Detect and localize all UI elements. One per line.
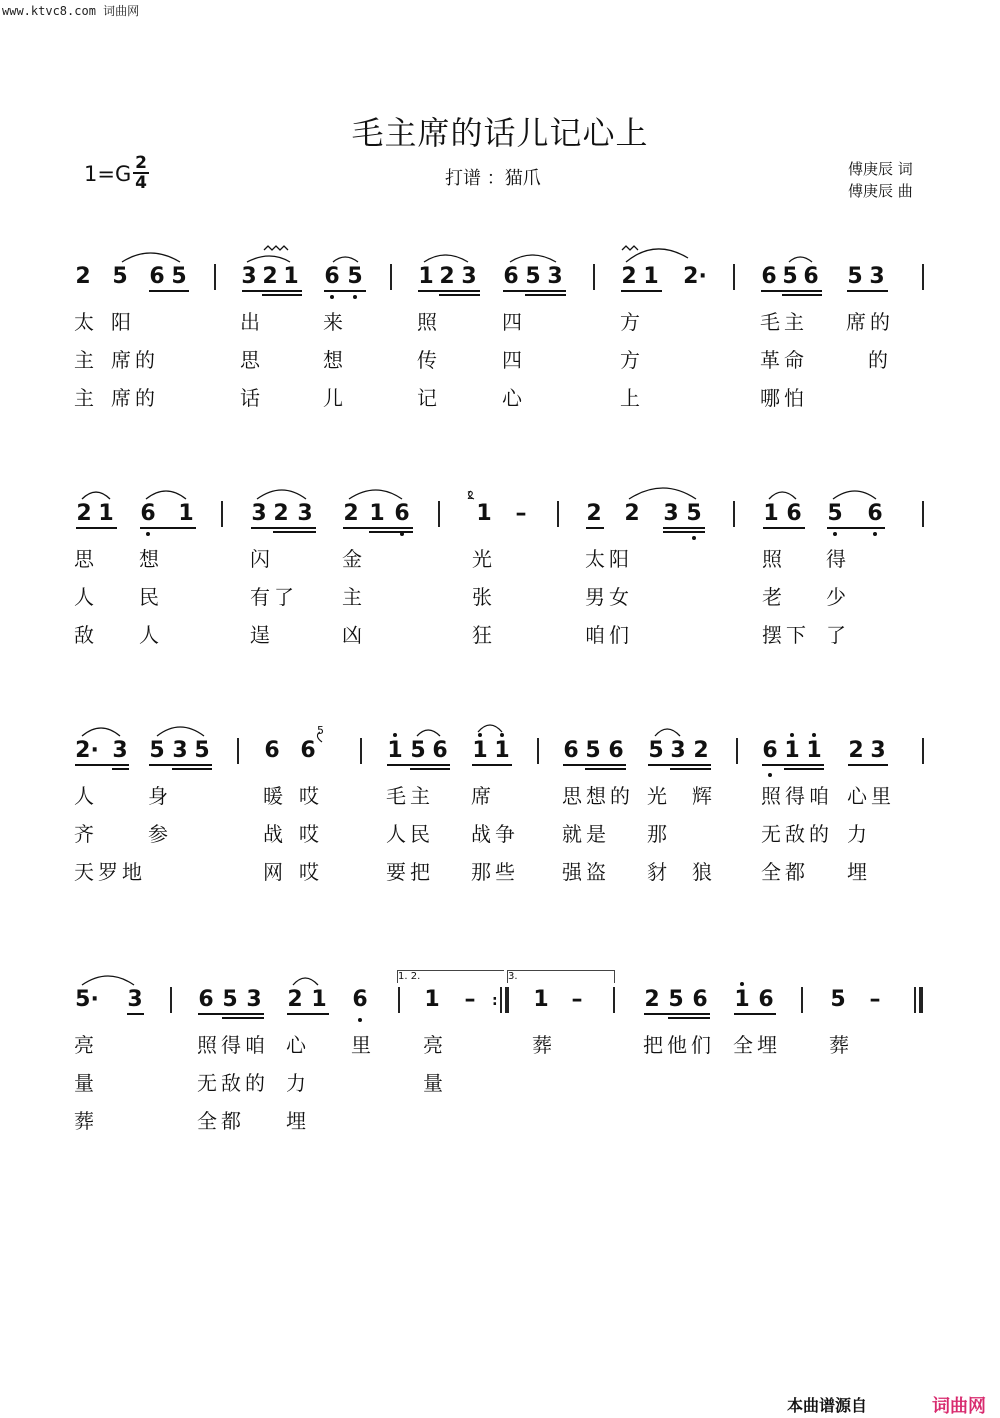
lyric: 出 bbox=[240, 310, 264, 334]
lyric: 了 bbox=[826, 623, 850, 647]
lyric-line-3-1 bbox=[0, 780, 1000, 808]
lyric: 敌 bbox=[74, 623, 98, 647]
underline bbox=[782, 294, 822, 296]
time-signature-top: 2 bbox=[133, 154, 149, 174]
underline bbox=[585, 768, 626, 770]
underline bbox=[734, 1013, 776, 1015]
octave-dot bbox=[692, 536, 696, 540]
note: 2 bbox=[343, 501, 359, 526]
note: 1 bbox=[533, 987, 549, 1012]
lyric: 齐 bbox=[74, 822, 98, 846]
lyric: 亮 bbox=[74, 1033, 98, 1057]
note: 5 bbox=[648, 738, 664, 763]
octave-dot bbox=[358, 1018, 362, 1022]
note: 6 bbox=[762, 738, 778, 763]
lyric: 人 bbox=[74, 585, 98, 609]
lyric: 老 bbox=[762, 585, 786, 609]
lyric: 全都 bbox=[761, 860, 809, 884]
note: 3 bbox=[246, 987, 262, 1012]
lyric: 狂 bbox=[472, 623, 496, 647]
lyric: 强盗 bbox=[562, 860, 610, 884]
lyric-line-3-3 bbox=[0, 856, 1000, 884]
note: 5 bbox=[585, 738, 601, 763]
note: 3 bbox=[870, 738, 886, 763]
underline bbox=[410, 768, 450, 770]
lyric: 想 bbox=[323, 348, 347, 372]
underline bbox=[242, 290, 302, 292]
lyric: 得 bbox=[826, 547, 850, 571]
underline bbox=[287, 1013, 329, 1015]
underline bbox=[670, 768, 711, 770]
lyric: 革命 bbox=[760, 348, 808, 372]
lyric: 全埋 bbox=[733, 1033, 781, 1057]
note: 1 bbox=[311, 987, 327, 1012]
note: 2 bbox=[439, 264, 455, 289]
underline bbox=[663, 531, 705, 533]
underline bbox=[222, 1017, 264, 1019]
octave-dot bbox=[146, 532, 150, 536]
lyric: 光 bbox=[472, 547, 496, 571]
lyric: 心里 bbox=[847, 784, 895, 808]
arranger-credit: 打谱 ：猫爪 bbox=[445, 168, 541, 189]
note: 2 bbox=[848, 738, 864, 763]
note: 5 bbox=[112, 264, 128, 289]
lyric: 阳 bbox=[111, 310, 135, 334]
note: 1 bbox=[98, 501, 114, 526]
underline bbox=[75, 764, 129, 766]
note: 2 bbox=[624, 501, 640, 526]
lyric: 埋 bbox=[847, 860, 871, 884]
underline bbox=[668, 1017, 710, 1019]
lyric: 光 bbox=[647, 784, 671, 808]
note: 3 bbox=[297, 501, 313, 526]
lyric: 方 bbox=[620, 310, 644, 334]
note: 1 bbox=[369, 501, 385, 526]
note: 6 bbox=[563, 738, 579, 763]
lyric: 量 bbox=[423, 1071, 447, 1095]
lyric: 思 bbox=[240, 348, 264, 372]
lyric: 量 bbox=[74, 1071, 98, 1095]
note: 2 bbox=[644, 987, 660, 1012]
note: 5 bbox=[222, 987, 238, 1012]
lyric: 太 bbox=[74, 310, 98, 334]
lyric: 照 bbox=[762, 547, 786, 571]
note: 5 bbox=[525, 264, 541, 289]
note: 3 bbox=[663, 501, 679, 526]
lyric-line-1-1 bbox=[0, 306, 1000, 334]
lyric: 哎 bbox=[299, 822, 323, 846]
lyric: 身 bbox=[148, 784, 172, 808]
note: 2 bbox=[693, 738, 709, 763]
note: 6 bbox=[394, 501, 410, 526]
underline bbox=[262, 294, 302, 296]
note: 3 bbox=[112, 738, 128, 763]
note: 1 bbox=[643, 264, 659, 289]
grace-note: 2 bbox=[467, 489, 474, 502]
note: 5 bbox=[847, 264, 863, 289]
underline bbox=[663, 527, 705, 529]
underline bbox=[369, 531, 413, 533]
lyric: 里 bbox=[351, 1033, 375, 1057]
note: 6 bbox=[803, 264, 819, 289]
underline bbox=[762, 764, 824, 766]
note: 3 bbox=[172, 738, 188, 763]
lyric: 逞 bbox=[250, 623, 274, 647]
underline bbox=[503, 290, 566, 292]
note: 6 bbox=[761, 264, 777, 289]
footer-source-text: 本曲谱源自 bbox=[787, 1396, 868, 1415]
volta-label: 1. 2. bbox=[398, 971, 421, 982]
lyric: 传 bbox=[417, 348, 441, 372]
time-signature bbox=[133, 154, 149, 192]
lyricist-credit: 傅庚辰 词 bbox=[848, 160, 913, 178]
underline bbox=[127, 1013, 144, 1015]
note: 6 bbox=[198, 987, 214, 1012]
underline bbox=[76, 527, 117, 529]
underline bbox=[472, 764, 512, 766]
note: 2 bbox=[586, 501, 602, 526]
lyric: 人 bbox=[139, 623, 163, 647]
lyric-line-3-2 bbox=[0, 818, 1000, 846]
lyric: 方 bbox=[620, 348, 644, 372]
note: 2 bbox=[621, 264, 637, 289]
note: 1 bbox=[763, 501, 779, 526]
octave-dot bbox=[873, 532, 877, 536]
note: 5 bbox=[171, 264, 187, 289]
lyric: 来 bbox=[323, 310, 347, 334]
note: 6 bbox=[300, 738, 316, 763]
lyric: 毛主 bbox=[760, 310, 808, 334]
lyric: 要把 bbox=[386, 860, 434, 884]
note: 6 bbox=[324, 264, 340, 289]
lyric: 四 bbox=[502, 310, 526, 334]
underline bbox=[784, 768, 824, 770]
underline bbox=[149, 764, 212, 766]
lyric: 闪 bbox=[250, 547, 274, 571]
note: 5 bbox=[410, 738, 426, 763]
note: 1 bbox=[734, 987, 750, 1012]
lyric: 心 bbox=[286, 1033, 310, 1057]
underline bbox=[418, 290, 480, 292]
note: 1 bbox=[387, 738, 403, 763]
lyric: 参 bbox=[148, 822, 172, 846]
key-signature: 1=G bbox=[84, 162, 132, 186]
lyric: 就是 bbox=[562, 822, 610, 846]
note: 1 bbox=[418, 264, 434, 289]
time-signature-bottom: 4 bbox=[135, 173, 147, 193]
note: 5 bbox=[347, 264, 363, 289]
lyric: 主 bbox=[74, 348, 98, 372]
lyric: 记 bbox=[417, 386, 441, 410]
lyric: 葬 bbox=[532, 1033, 556, 1057]
slurs-system-3 bbox=[0, 714, 1000, 744]
lyric: 主 bbox=[74, 386, 98, 410]
note: 3 bbox=[869, 264, 885, 289]
dash: – bbox=[869, 987, 881, 1012]
note: 3 bbox=[241, 264, 257, 289]
lyric: 有了 bbox=[250, 585, 298, 609]
note: 6 bbox=[432, 738, 448, 763]
composer-credit: 傅庚辰 曲 bbox=[848, 182, 913, 200]
octave-dot bbox=[768, 773, 772, 777]
song-title: 毛主席的话儿记心上 bbox=[351, 114, 649, 152]
note: 5 bbox=[149, 738, 165, 763]
note: 6 bbox=[867, 501, 883, 526]
slurs-system-2 bbox=[0, 477, 1000, 507]
lyric-line-4-1 bbox=[0, 1029, 1000, 1057]
lyric: 哪怕 bbox=[760, 386, 808, 410]
underline bbox=[827, 527, 885, 529]
underline bbox=[324, 290, 366, 292]
lyric: 话 bbox=[240, 386, 264, 410]
note: 3 bbox=[461, 264, 477, 289]
lyric-line-4-3 bbox=[0, 1105, 1000, 1133]
note: 5 bbox=[827, 501, 843, 526]
underline bbox=[112, 768, 129, 770]
lyric: 席 bbox=[471, 784, 495, 808]
lyric-line-2-3 bbox=[0, 619, 1000, 647]
underline bbox=[586, 527, 604, 529]
lyric: 的 bbox=[868, 348, 892, 372]
underline bbox=[563, 764, 626, 766]
lyric: 民 bbox=[139, 585, 163, 609]
lyric: 力 bbox=[847, 822, 871, 846]
note: 5 bbox=[830, 987, 846, 1012]
lyric-line-1-2 bbox=[0, 344, 1000, 372]
lyric: 想 bbox=[139, 547, 163, 571]
lyric: 四 bbox=[502, 348, 526, 372]
note: 6 bbox=[786, 501, 802, 526]
underline bbox=[172, 768, 212, 770]
lyric: 人 bbox=[74, 784, 98, 808]
lyric: 无敌的 bbox=[761, 822, 833, 846]
lyric: 全都 bbox=[197, 1109, 245, 1133]
note: 1 bbox=[806, 738, 822, 763]
lyric: 网 bbox=[263, 860, 287, 884]
note: 2 bbox=[262, 264, 278, 289]
note: 6 bbox=[692, 987, 708, 1012]
lyric: 埋 bbox=[286, 1109, 310, 1133]
octave-dot bbox=[833, 532, 837, 536]
slurs-system-4 bbox=[0, 963, 1000, 993]
lyric-line-2-2 bbox=[0, 581, 1000, 609]
slurs-system-1 bbox=[0, 240, 1000, 270]
lyric-line-1-3 bbox=[0, 382, 1000, 410]
note: 2 bbox=[75, 264, 91, 289]
lyric: 摆下 bbox=[762, 623, 810, 647]
underline bbox=[648, 764, 711, 766]
underline bbox=[763, 527, 805, 529]
lyric: 张 bbox=[472, 585, 496, 609]
lyric: 毛主 bbox=[386, 784, 434, 808]
note: 3 bbox=[127, 987, 143, 1012]
underline bbox=[251, 527, 316, 529]
lyric: 亮 bbox=[423, 1033, 447, 1057]
note: 3 bbox=[251, 501, 267, 526]
lyric: 席的 bbox=[111, 348, 159, 372]
note: 6 bbox=[352, 987, 368, 1012]
lyric: 照得咱 bbox=[761, 784, 833, 808]
note: 6 bbox=[264, 738, 280, 763]
lyric: 人民 bbox=[386, 822, 434, 846]
underline bbox=[149, 290, 189, 292]
lyric: 天罗地 bbox=[74, 860, 146, 884]
underline bbox=[644, 1013, 710, 1015]
note: 6 bbox=[149, 264, 165, 289]
lyric-line-2-1 bbox=[0, 543, 1000, 571]
note: 5· bbox=[75, 987, 99, 1012]
octave-dot bbox=[330, 295, 334, 299]
note: 2 bbox=[287, 987, 303, 1012]
octave-dot bbox=[400, 532, 404, 536]
note: 5 bbox=[686, 501, 702, 526]
note: 5 bbox=[668, 987, 684, 1012]
lyric: 无敌的 bbox=[197, 1071, 269, 1095]
lyric: 把他们 bbox=[643, 1033, 715, 1057]
note: 6 bbox=[758, 987, 774, 1012]
lyric: 男女 bbox=[585, 585, 633, 609]
note: 5 bbox=[782, 264, 798, 289]
note: 6 bbox=[140, 501, 156, 526]
note: 2· bbox=[75, 738, 99, 763]
note: 2 bbox=[273, 501, 289, 526]
underline bbox=[273, 531, 316, 533]
lyric: 辉 bbox=[692, 784, 716, 808]
lyric: 战 bbox=[263, 822, 287, 846]
underline bbox=[439, 294, 480, 296]
lyric: 上 bbox=[620, 386, 644, 410]
volta-label: 3. bbox=[508, 971, 518, 982]
underline bbox=[140, 527, 196, 529]
lyric: 主 bbox=[342, 585, 366, 609]
lyric: 思 bbox=[74, 547, 98, 571]
lyric: 思想的 bbox=[562, 784, 634, 808]
lyric: 哎 bbox=[299, 784, 323, 808]
lyric: 哎 bbox=[299, 860, 323, 884]
note: 6 bbox=[503, 264, 519, 289]
lyric: 葬 bbox=[74, 1109, 98, 1133]
underline bbox=[198, 1013, 264, 1015]
octave-dot bbox=[353, 295, 357, 299]
lyric: 葬 bbox=[829, 1033, 853, 1057]
lyric: 豺 bbox=[647, 860, 671, 884]
repeat-dots: : bbox=[492, 993, 498, 1009]
lyric: 席的 bbox=[111, 386, 159, 410]
lyric: 那 bbox=[647, 822, 671, 846]
grace-note: 5 bbox=[317, 724, 324, 737]
note: 1 bbox=[283, 264, 299, 289]
underline bbox=[847, 290, 888, 292]
lyric: 力 bbox=[286, 1071, 310, 1095]
note: 1 bbox=[424, 987, 440, 1012]
underline bbox=[621, 290, 662, 292]
lyric: 照 bbox=[417, 310, 441, 334]
lyric: 战争 bbox=[471, 822, 519, 846]
lyric: 心 bbox=[502, 386, 526, 410]
underline bbox=[387, 764, 450, 766]
note: 1 bbox=[178, 501, 194, 526]
dash: – bbox=[464, 987, 476, 1012]
note: 1 bbox=[476, 501, 492, 526]
lyric: 太阳 bbox=[585, 547, 633, 571]
note: 1 bbox=[784, 738, 800, 763]
note: 6 bbox=[608, 738, 624, 763]
lyric: 儿 bbox=[323, 386, 347, 410]
footer-brand-link[interactable]: 词曲网 bbox=[932, 1396, 986, 1417]
lyric: 少 bbox=[826, 585, 850, 609]
note: 3 bbox=[670, 738, 686, 763]
underline bbox=[525, 294, 566, 296]
lyric: 金 bbox=[342, 547, 366, 571]
lyric: 席的 bbox=[846, 310, 894, 334]
note: 2· bbox=[683, 264, 707, 289]
underline bbox=[343, 527, 413, 529]
note: 5 bbox=[194, 738, 210, 763]
note: 3 bbox=[547, 264, 563, 289]
lyric: 凶 bbox=[342, 623, 366, 647]
lyric: 那些 bbox=[471, 860, 519, 884]
dash: – bbox=[571, 987, 583, 1012]
dash: – bbox=[515, 501, 527, 526]
underline bbox=[848, 764, 888, 766]
note: 1 bbox=[494, 738, 510, 763]
lyric: 照得咱 bbox=[197, 1033, 269, 1057]
lyric: 狼 bbox=[692, 860, 716, 884]
lyric-line-4-2 bbox=[0, 1067, 1000, 1095]
site-url[interactable]: www.ktvc8.com 词曲网 bbox=[2, 4, 140, 18]
note: 2 bbox=[76, 501, 92, 526]
lyric: 暖 bbox=[263, 784, 287, 808]
lyric: 咱们 bbox=[585, 623, 633, 647]
note: 1 bbox=[472, 738, 488, 763]
underline bbox=[761, 290, 822, 292]
